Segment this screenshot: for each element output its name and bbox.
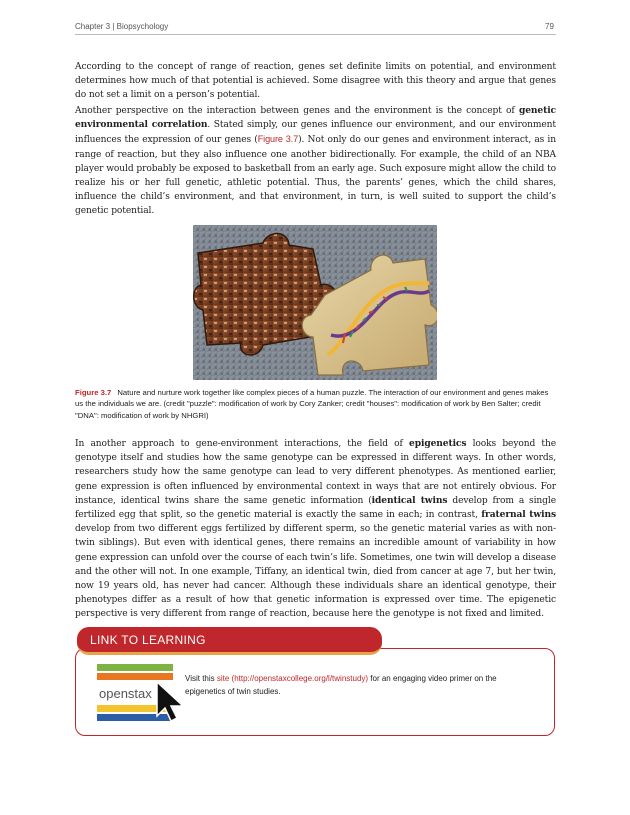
figure-label: Figure 3.7 [75, 388, 112, 397]
paragraph-range-of-reaction: According to the concept of range of reaction, genes set definite limits on potential, and environment determines how much of that potential is achieved. Some disagree with this theory and argue that genes do not set a limit on a person’s potential. [75, 62, 556, 101]
page-number: 79 [545, 22, 554, 31]
link-to-learning-title: LINK TO LEARNING [77, 627, 382, 655]
paragraph-genetic-environmental-correlation: Another perspective on the interaction between genes and the environment is the concept of genetic environmental correlation. Stated simply, our genes influence our environment, and our environment influences the expression of our genes (Figure 3.7). Not only do our genes and environment interact, as in range of reaction, but they also influence one another bidirectionally. For example, the child of an NBA player would probably be exposed to basketball from an early age. Such exposure might allow the child to realize his or her full genetic, athletic potential. Thus, the parents’ genes, which the child shares, influence the child’s environment, and that environment, in turn, is well suited to support the child’s genetic potential. [75, 105, 556, 217]
openstax-logo [97, 664, 187, 726]
header-divider [75, 34, 556, 35]
running-header-chapter: Chapter 3 | Biopsychology [75, 22, 169, 31]
paragraph-epigenetics: In another approach to gene-environment interactions, the field of epigenetics looks beyond the genotype itself and studies how the same genotype can be expressed in different ways. In other words, researchers study how the same genotype can lead to very different phenotypes. As mentioned earlier, gene expression is often influenced by environmental context in ways that are not entirely obvious. For instance, identical twins share the same genetic information (identical twins develop from a single fertilized egg that split, so the genetic material is exactly the same in each; in contrast, fraternal twins develop from two different eggs fertilized by different sperm, so the genetic material varies as with non-twin siblings). But even with identical genes, there remains an incredible amount of variability in how gene expression can unfold over the course of each twin’s life. Sometimes, one twin will develop a disease and the other will not. In one example, Tiffany, an identical twin, died from cancer at age 7, but her twin, now 19 years old, has never had cancer. Although these individuals share an identical genotype, their phenotypes differ as a result of how that genetic information is expressed over time. The epigenetic perspective is very different from range of reaction, because here the genotype is not fixed and limited. [75, 438, 556, 620]
term-genetic-environmental-correlation: genetic environmental correlation [75, 105, 556, 131]
term-epigenetics: epigenetics [409, 438, 467, 449]
term-fraternal-twins: fraternal twins [481, 509, 556, 521]
puzzle-photo [193, 225, 437, 380]
term-identical-twins: identical twins [371, 494, 448, 506]
figure-3-7-link[interactable]: Figure 3.7 [257, 134, 299, 145]
twinstudy-site-link[interactable]: site (http://openstaxcollege.org/l/twinstudy) [216, 674, 369, 683]
openstax-logo-text: openstax [99, 686, 152, 701]
figure-caption: Figure 3.7 Nature and nurture work together like complex pieces of a human puzzle. The interaction of our environment and genes makes us the individuals we are. (credit "puzzle": modification of work by Cory Zanker; credit "houses": modification of work by Ben Salter; credit "DNA": modification of work by NHGRI) [75, 388, 549, 420]
link-to-learning-text: Visit this site (http://openstaxcollege.org/l/twinstudy) for an engaging video primer on the epigenetics of twin studies. [185, 674, 497, 696]
